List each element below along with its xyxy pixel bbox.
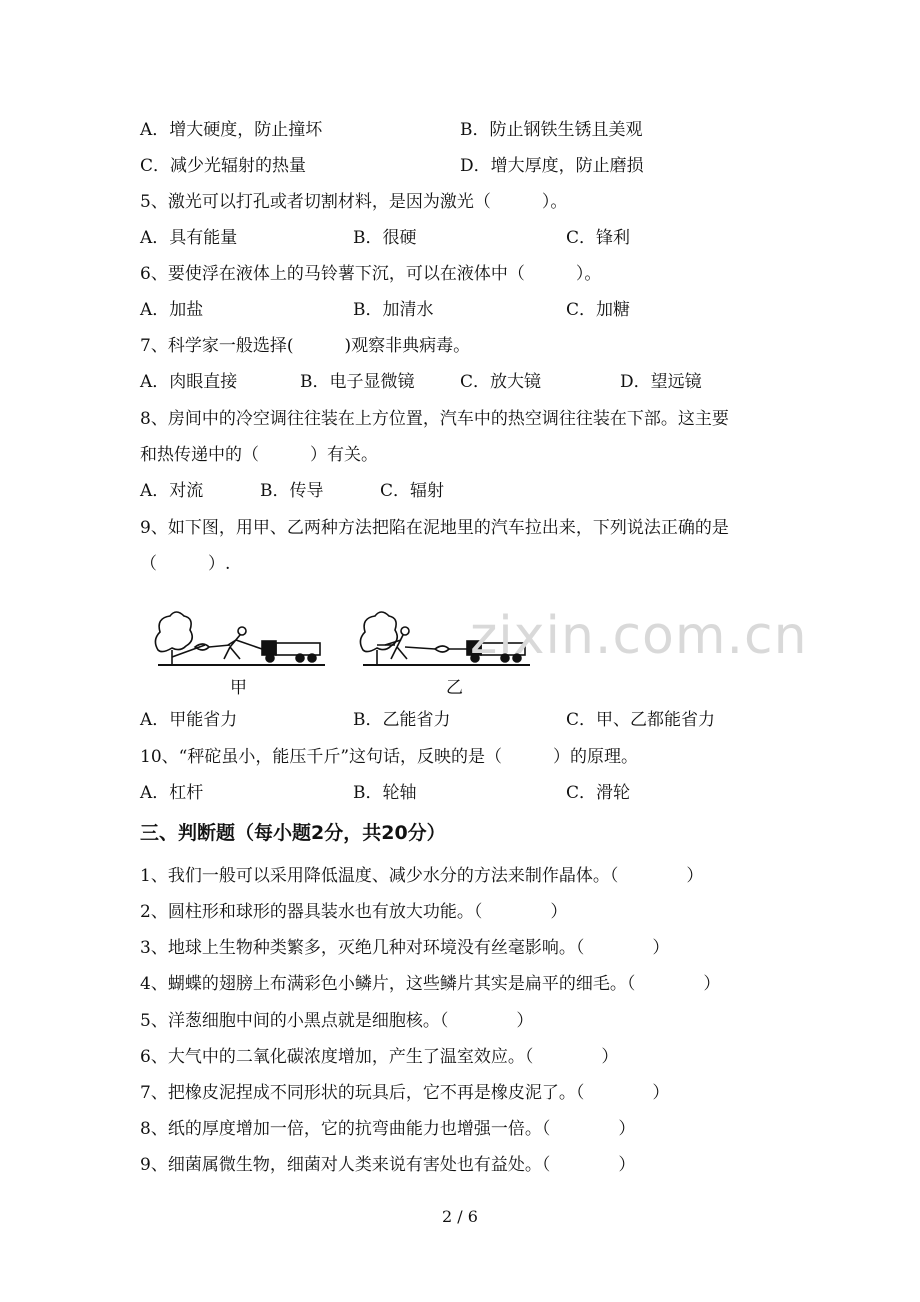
section-title-judgment: 三、判断题（每小题2分，共20分） [140, 822, 446, 844]
watermark: zixin.com.cn [470, 606, 808, 666]
q9-stem-line1: 9、如下图，用甲、乙两种方法把陷在泥地里的汽车拉出来，下列说法正确的是 [140, 518, 729, 538]
tree-icon [155, 612, 192, 652]
q4-option-d: D．增大厚度，防止磨损 [460, 156, 644, 176]
panel-jia [155, 612, 325, 665]
q7-option-a: A．肉眼直接 [140, 372, 238, 392]
q4-option-a: A．增大硬度，防止撞坏 [140, 120, 323, 140]
q8-option-a: A．对流 [140, 481, 204, 501]
q8-stem-line1: 8、房间中的冷空调往往装在上方位置，汽车中的热空调往往装在下部。这主要 [140, 409, 729, 429]
q5-stem: 5、激光可以打孔或者切割材料，是因为激光（ ）。 [140, 192, 568, 212]
q6-option-b: B．加清水 [353, 300, 434, 320]
judge-item-1: 1、我们一般可以采用降低温度、减少水分的方法来制作晶体。（ ） [140, 866, 704, 886]
page-number: 2 / 6 [442, 1207, 478, 1226]
q10-stem: 10、“秤砣虽小，能压千斤”这句话，反映的是（ ）的原理。 [140, 747, 639, 767]
judge-item-9: 9、细菌属微生物，细菌对人类来说有害处也有益处。（ ） [140, 1155, 636, 1175]
q10-option-c: C．滑轮 [566, 783, 631, 803]
q9-option-a: A．甲能省力 [140, 710, 238, 730]
q4-option-c: C．减少光辐射的热量 [140, 156, 307, 176]
q6-stem: 6、要使浮在液体上的马铃薯下沉，可以在液体中（ ）。 [140, 264, 602, 284]
q9-option-b: B．乙能省力 [353, 710, 451, 730]
q6-option-a: A．加盐 [140, 300, 204, 320]
q10-option-a: A．杠杆 [140, 783, 204, 803]
q7-option-c: C．放大镜 [460, 372, 542, 392]
figure-label-yi: 乙 [446, 678, 463, 698]
q6-option-c: C．加糖 [566, 300, 631, 320]
q5-option-b: B．很硬 [353, 228, 417, 248]
q8-stem-line2: 和热传递中的（ ）有关。 [140, 445, 378, 465]
q4-option-b: B．防止钢铁生锈且美观 [460, 120, 643, 140]
judge-item-4: 4、蝴蝶的翅膀上布满彩色小鳞片，这些鳞片其实是扁平的细毛。（ ） [140, 974, 721, 994]
q7-stem: 7、科学家一般选择( )观察非典病毒。 [140, 336, 471, 356]
judge-item-6: 6、大气中的二氧化碳浓度增加，产生了温室效应。（ ） [140, 1047, 619, 1067]
q8-option-b: B．传导 [260, 481, 324, 501]
q5-option-a: A．具有能量 [140, 228, 238, 248]
q8-option-c: C．辐射 [380, 481, 445, 501]
figure-label-jia: 甲 [230, 678, 247, 698]
q5-option-c: C．锋利 [566, 228, 631, 248]
judge-item-3: 3、地球上生物种类繁多，灭绝几种对环境没有丝毫影响。（ ） [140, 938, 670, 958]
q9-stem-line2: （ ）. [140, 554, 231, 574]
q10-option-b: B．轮轴 [353, 783, 417, 803]
judge-item-5: 5、洋葱细胞中间的小黑点就是细胞核。（ ） [140, 1011, 534, 1031]
judge-item-2: 2、圆柱形和球形的器具装水也有放大功能。（ ） [140, 902, 568, 922]
judge-item-8: 8、纸的厚度增加一倍，它的抗弯曲能力也增强一倍。（ ） [140, 1119, 636, 1139]
q7-option-d: D．望远镜 [620, 372, 702, 392]
q9-option-c: C．甲、乙都能省力 [566, 710, 716, 730]
judge-item-7: 7、把橡皮泥捏成不同形状的玩具后，它不再是橡皮泥了。（ ） [140, 1083, 670, 1103]
q7-option-b: B．电子显微镜 [300, 372, 415, 392]
